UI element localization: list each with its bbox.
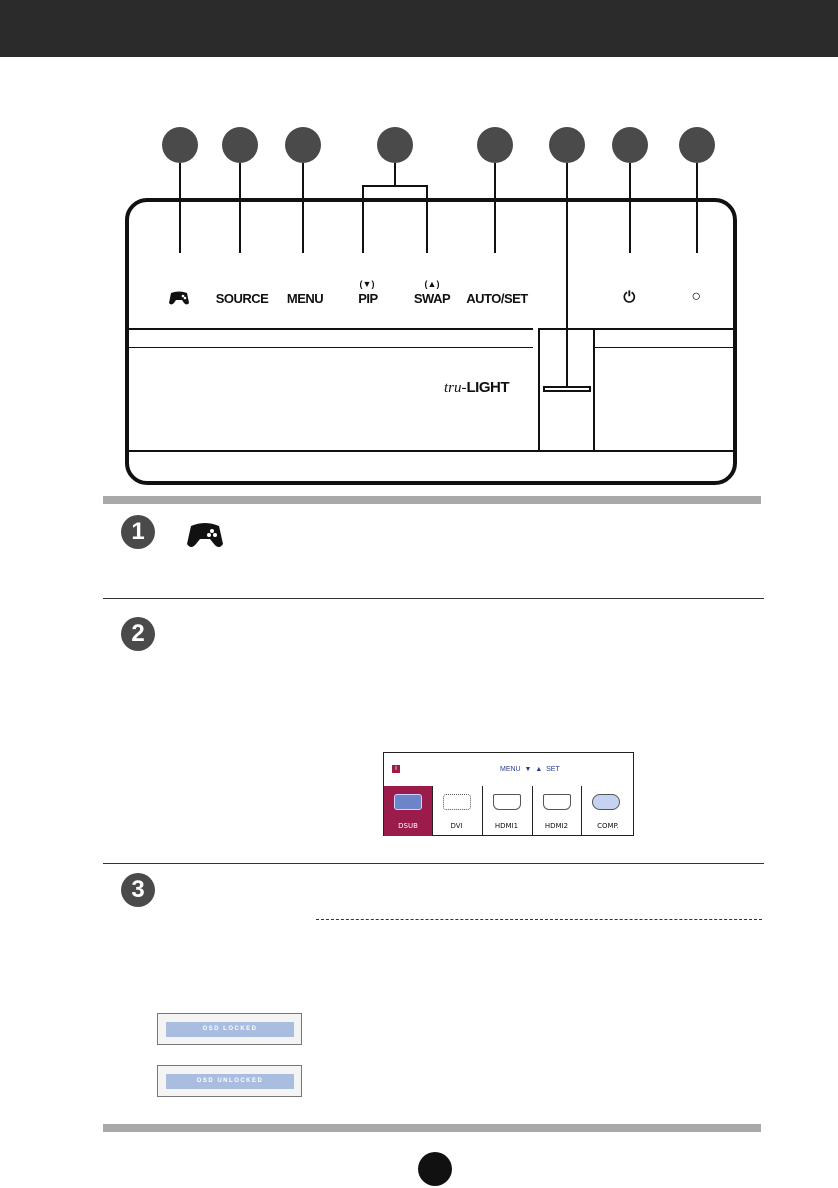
- leader-line: [394, 163, 396, 186]
- panel-edge: [595, 328, 734, 330]
- brand-logo: [444, 379, 509, 397]
- menu-button-label[interactable]: MENU: [286, 291, 324, 306]
- osd-unlocked-message: [157, 1065, 302, 1097]
- osd-item-label: HDMI1: [494, 822, 519, 830]
- osd-item-label: COMP.: [597, 822, 619, 830]
- osd-item-dsub[interactable]: [384, 786, 432, 836]
- power-icon[interactable]: ⏻: [623, 289, 635, 306]
- section-number-2: 2: [121, 617, 155, 651]
- osd-nav-hint: MENU ▼ ▲ SET: [500, 766, 560, 773]
- section-divider: [103, 496, 761, 504]
- callout-4: [377, 127, 413, 163]
- footer-divider: [103, 1124, 761, 1132]
- gamepad-icon[interactable]: [168, 290, 190, 306]
- callout-7: [612, 127, 648, 163]
- center-button[interactable]: [543, 386, 591, 392]
- leader-line: [362, 185, 428, 187]
- osd-locked-label: OSD LOCKED: [166, 1022, 294, 1037]
- osd-item-comp[interactable]: [581, 786, 634, 836]
- page-number-badge: [418, 1152, 452, 1186]
- swap-sub-label: (▲): [424, 279, 440, 289]
- pip-button-label[interactable]: PIP: [358, 291, 378, 306]
- callout-2: [222, 127, 258, 163]
- panel-edge: [595, 347, 734, 348]
- brand-suffix: LIGHT: [466, 379, 509, 396]
- callout-3: [285, 127, 321, 163]
- section-number-1: 1: [121, 515, 155, 549]
- osd-item-hdmi1[interactable]: [482, 786, 530, 836]
- gamepad-icon: [186, 520, 224, 550]
- osd-item-label: DSUB: [398, 822, 418, 830]
- osd-unlocked-label: OSD UNLOCKED: [166, 1074, 294, 1089]
- osd-item-label: HDMI2: [544, 822, 569, 830]
- pip-sub-label: (▼): [359, 279, 375, 289]
- panel-edge: [129, 328, 533, 330]
- source-button-label[interactable]: SOURCE: [215, 291, 269, 306]
- callout-5: [477, 127, 513, 163]
- autoset-button-label[interactable]: AUTO/SET: [466, 291, 528, 306]
- osd-item-label: DVI: [450, 822, 463, 830]
- section-divider: [103, 863, 764, 864]
- callout-1: [162, 127, 198, 163]
- osd-item-hdmi2[interactable]: [532, 786, 580, 836]
- osd-item-dvi[interactable]: [432, 786, 480, 836]
- info-icon: i: [392, 765, 400, 773]
- dashed-divider: [316, 919, 762, 920]
- indicator-icon: ○: [691, 288, 701, 305]
- section-number-3: 3: [121, 873, 155, 907]
- monitor-front-panel: [125, 198, 737, 485]
- callout-6: [549, 127, 585, 163]
- header-bar: [0, 0, 838, 57]
- panel-edge: [129, 347, 533, 348]
- section-divider: [103, 598, 764, 599]
- swap-button-label[interactable]: SWAP: [413, 291, 451, 306]
- panel-edge: [129, 450, 734, 452]
- osd-source-window: [383, 752, 634, 836]
- osd-locked-message: [157, 1013, 302, 1045]
- brand-prefix: tru-: [444, 380, 467, 396]
- callout-8: [679, 127, 715, 163]
